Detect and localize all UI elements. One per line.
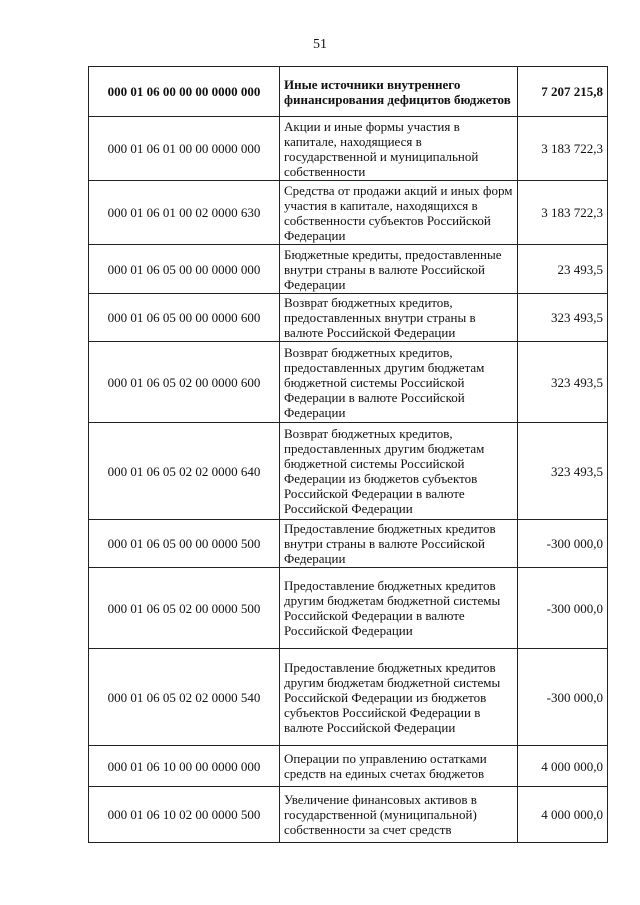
table-row bbox=[89, 649, 608, 746]
amount-cell: 7 207 215,8 bbox=[518, 67, 608, 117]
table-row bbox=[89, 245, 608, 294]
source-name-cell: Средства от продажи акций и иных форм участия в капитале, находящихся в собственности субъектов Российской Федерации bbox=[280, 181, 518, 245]
table-row bbox=[89, 787, 608, 843]
budget-code-cell: 000 01 06 10 02 00 0000 500 bbox=[89, 787, 280, 843]
amount-cell: 4 000 000,0 bbox=[518, 787, 608, 843]
table-row bbox=[89, 294, 608, 342]
table-row bbox=[89, 342, 608, 423]
budget-sources-table bbox=[88, 66, 608, 843]
amount-cell: 3 183 722,3 bbox=[518, 117, 608, 181]
amount-cell: 23 493,5 bbox=[518, 245, 608, 294]
source-name-cell: Возврат бюджетных кредитов, предоставленных внутри страны в валюте Российской Федерации bbox=[280, 294, 518, 342]
source-name-cell: Возврат бюджетных кредитов, предоставленных другим бюджетам бюджетной системы Российской Федерации из бюджетов субъектов Российской Федерации в валюте Российской Федерации bbox=[280, 423, 518, 520]
budget-code-cell: 000 01 06 05 00 00 0000 000 bbox=[89, 245, 280, 294]
budget-code-cell: 000 01 06 01 00 02 0000 630 bbox=[89, 181, 280, 245]
table-row bbox=[89, 117, 608, 181]
budget-code-cell: 000 01 06 00 00 00 0000 000 bbox=[89, 67, 280, 117]
source-name-cell: Предоставление бюджетных кредитов внутри страны в валюте Российской Федерации bbox=[280, 520, 518, 568]
source-name-cell: Предоставление бюджетных кредитов другим бюджетам бюджетной системы Российской Федерации в валюте Российской Федерации bbox=[280, 568, 518, 649]
amount-cell: -300 000,0 bbox=[518, 520, 608, 568]
budget-code-cell: 000 01 06 05 02 02 0000 640 bbox=[89, 423, 280, 520]
source-name-cell: Операции по управлению остатками средств на единых счетах бюджетов bbox=[280, 746, 518, 787]
source-name-cell: Увеличение финансовых активов в государственной (муниципальной) собственности за счет средств bbox=[280, 787, 518, 843]
table-body bbox=[89, 67, 608, 843]
source-name-cell: Предоставление бюджетных кредитов другим бюджетам бюджетной системы Российской Федерации из бюджетов субъектов Российской Федерации в валюте Российской Федерации bbox=[280, 649, 518, 746]
amount-cell: 4 000 000,0 bbox=[518, 746, 608, 787]
budget-code-cell: 000 01 06 05 00 00 0000 600 bbox=[89, 294, 280, 342]
table-row bbox=[89, 423, 608, 520]
table-row bbox=[89, 746, 608, 787]
amount-cell: -300 000,0 bbox=[518, 649, 608, 746]
source-name-cell: Возврат бюджетных кредитов, предоставленных другим бюджетам бюджетной системы Российской Федерации в валюте Российской Федерации bbox=[280, 342, 518, 423]
table-row bbox=[89, 67, 608, 117]
budget-code-cell: 000 01 06 05 00 00 0000 500 bbox=[89, 520, 280, 568]
amount-cell: -300 000,0 bbox=[518, 568, 608, 649]
amount-cell: 323 493,5 bbox=[518, 294, 608, 342]
source-name-cell: Иные источники внутреннего финансирования дефицитов бюджетов bbox=[280, 67, 518, 117]
amount-cell: 323 493,5 bbox=[518, 423, 608, 520]
budget-code-cell: 000 01 06 05 02 02 0000 540 bbox=[89, 649, 280, 746]
amount-cell: 3 183 722,3 bbox=[518, 181, 608, 245]
page-number: 51 bbox=[313, 37, 327, 52]
source-name-cell: Акции и иные формы участия в капитале, находящиеся в государственной и муниципальной собственности bbox=[280, 117, 518, 181]
table-row bbox=[89, 520, 608, 568]
budget-code-cell: 000 01 06 10 00 00 0000 000 bbox=[89, 746, 280, 787]
table-row bbox=[89, 568, 608, 649]
source-name-cell: Бюджетные кредиты, предоставленные внутри страны в валюте Российской Федерации bbox=[280, 245, 518, 294]
budget-code-cell: 000 01 06 05 02 00 0000 500 bbox=[89, 568, 280, 649]
amount-cell: 323 493,5 bbox=[518, 342, 608, 423]
budget-code-cell: 000 01 06 01 00 00 0000 000 bbox=[89, 117, 280, 181]
budget-code-cell: 000 01 06 05 02 00 0000 600 bbox=[89, 342, 280, 423]
table-row bbox=[89, 181, 608, 245]
